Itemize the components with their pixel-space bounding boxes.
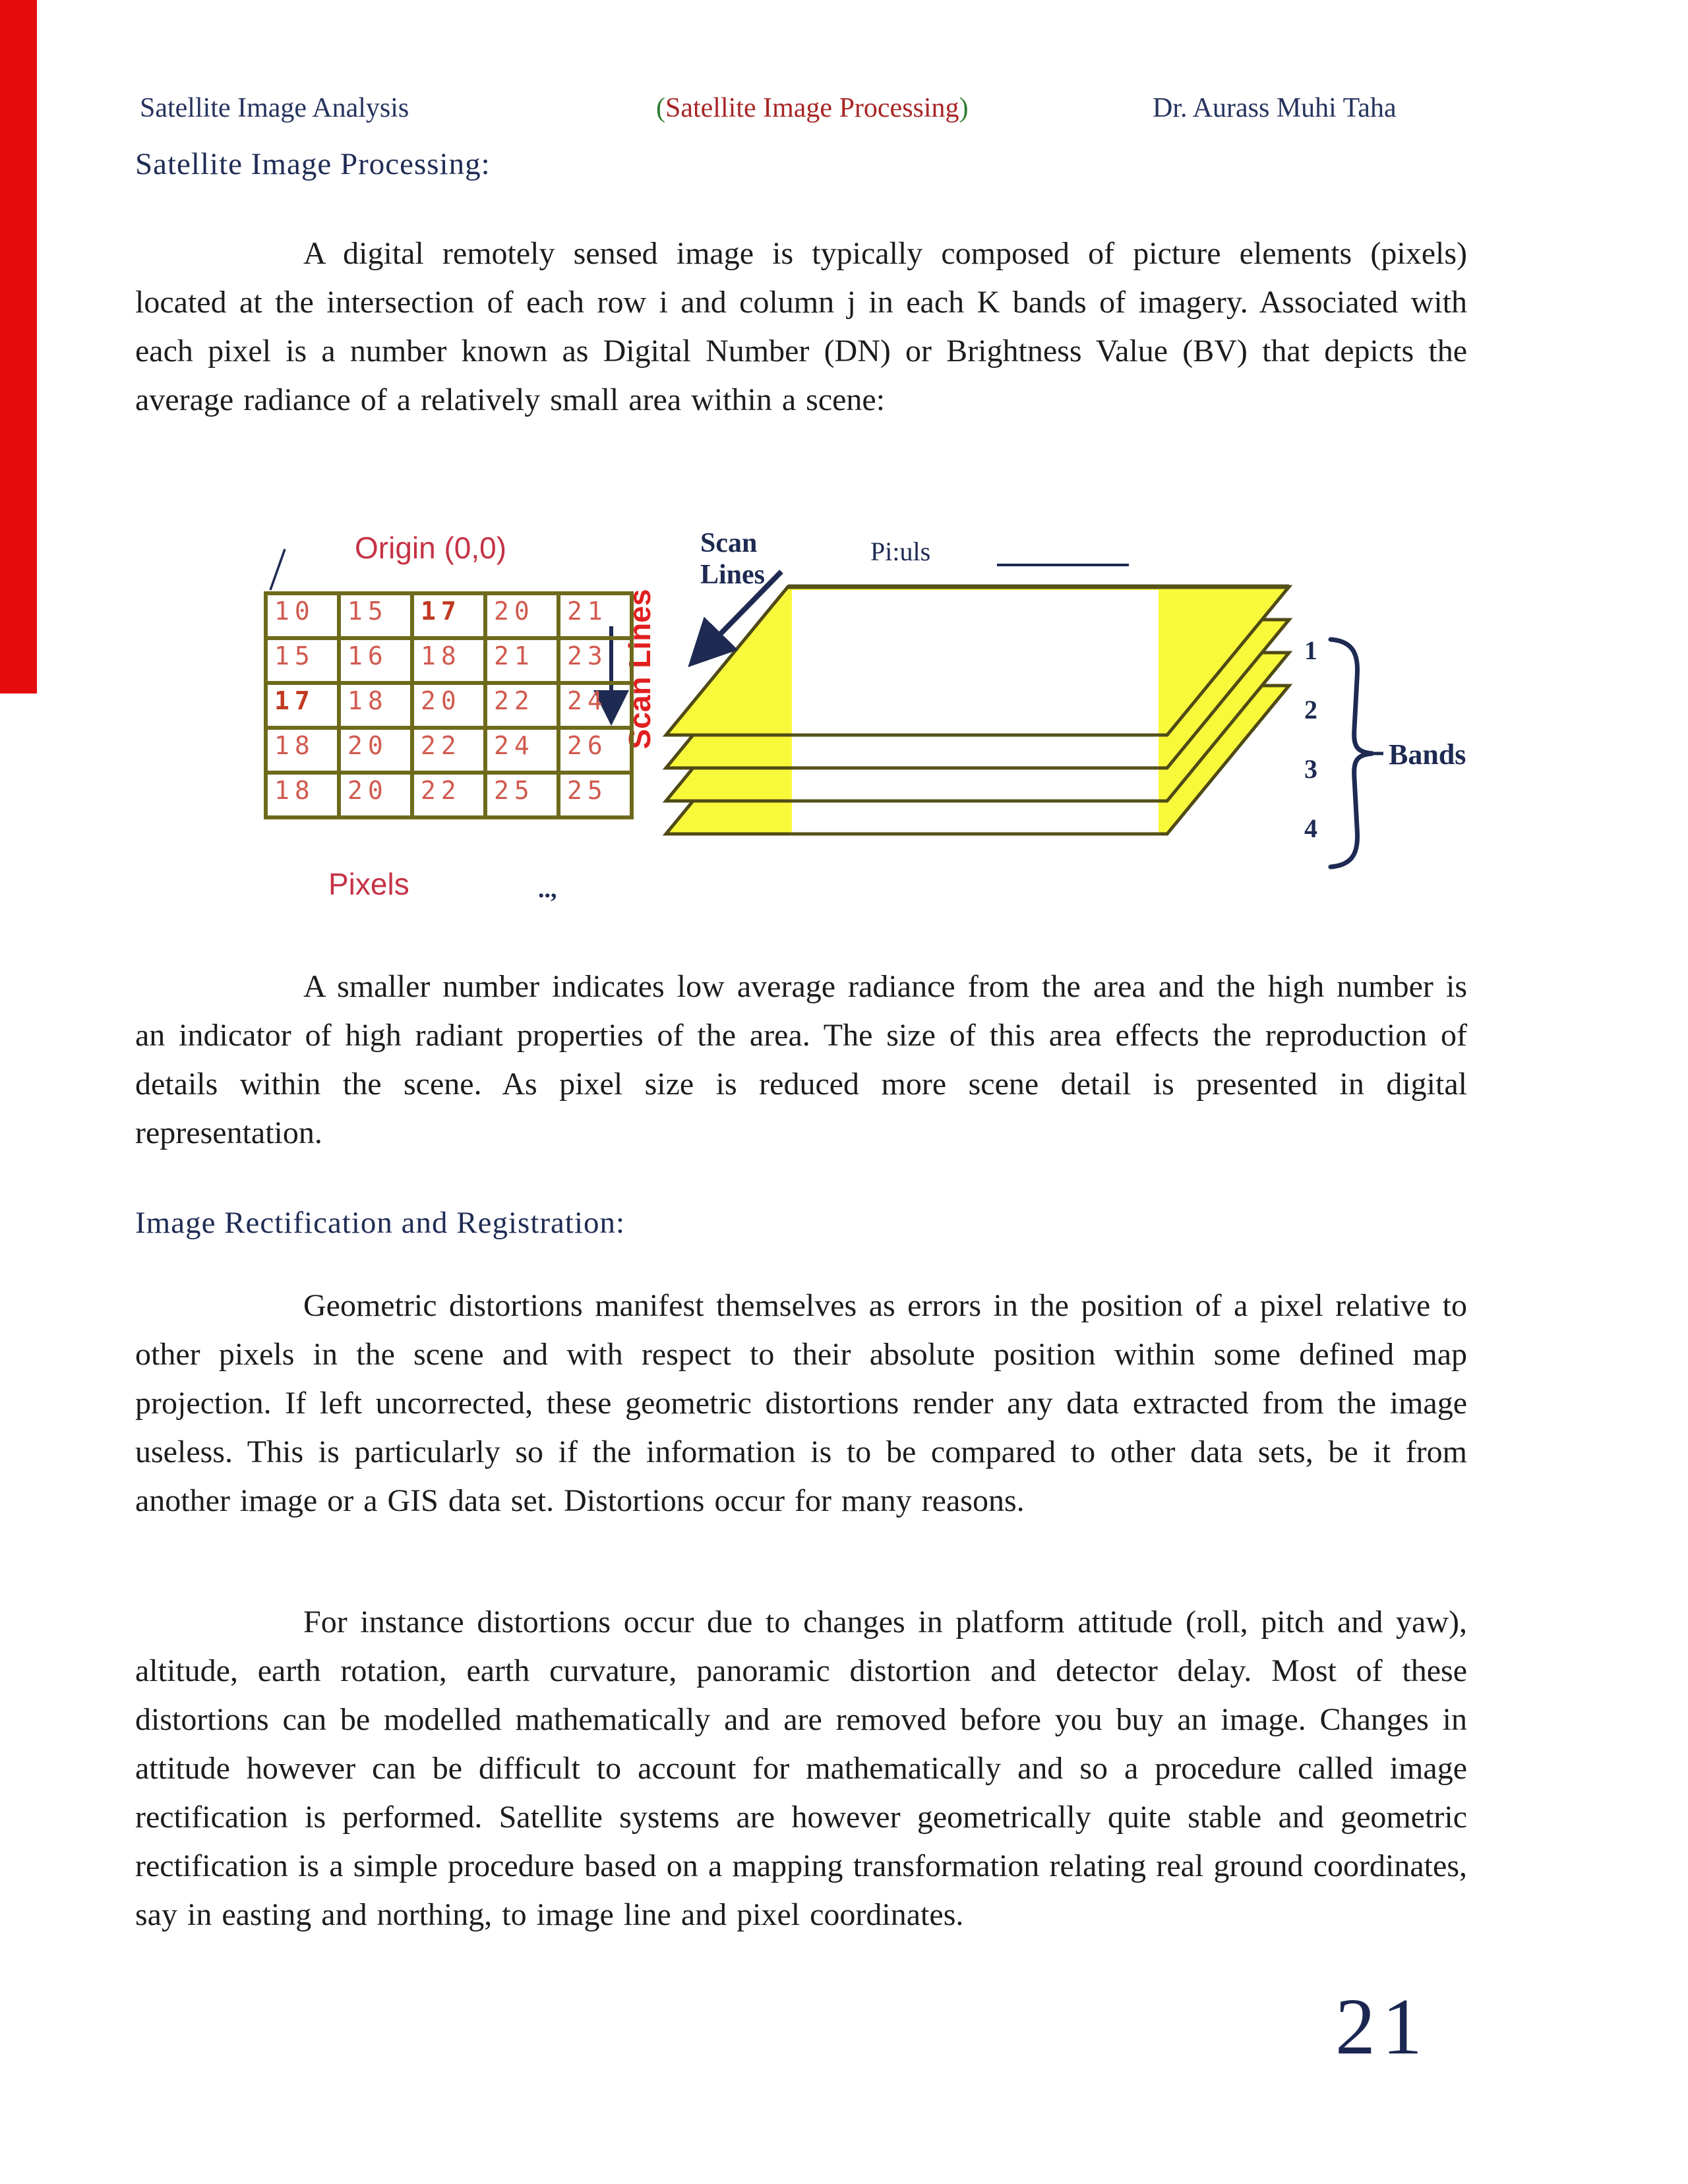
grid-cell: 21 <box>485 638 558 683</box>
bands-brace <box>1331 639 1373 867</box>
grid-cell: 24 <box>485 728 558 773</box>
header-course-title: Satellite Image Analysis <box>140 93 409 123</box>
scan-lines-vertical-label: Scan Lines <box>622 589 657 750</box>
paragraph-radiance: A smaller number indicates low average radiance from the area and the high number is an indicator of high radiant properties of the area. The size of this area effects the reproduction of details within the scene. As pixel size is reduced more scene detail is presented in digital representation. <box>135 969 1467 1150</box>
band-number-3: 3 <box>1304 754 1317 784</box>
grid-cell: 20 <box>485 593 558 638</box>
pixel-bands-figure <box>119 511 1569 933</box>
origin-pointer-line <box>270 549 285 590</box>
header-author: Dr. Aurass Muhi Taha <box>1153 93 1397 123</box>
grid-cell: 22 <box>412 728 485 773</box>
grid-cell: 21 <box>558 593 632 638</box>
paragraph-digital-image: A digital remotely sensed image is typically composed of picture elements (pixels) located at the intersection of each row i and column j in each K bands of imagery. Associated with each pixel is a number known as Digital Number (DN) or Brightness Value (BV) that depicts the average radiance of a relatively small area within a scene: <box>135 236 1467 417</box>
page-number: 21 <box>1335 1982 1429 2071</box>
grid-cell: 17 <box>412 593 485 638</box>
grid-cell: 17 <box>266 683 339 728</box>
paragraph-distortion-causes: For instance distortions occur due to changes in platform attitude (roll, pitch and yaw), altitude, earth rotation, earth curvature, panoramic distortion and detector delay. Most of these distortions can be modelled mathematically and are removed before you buy an image. Changes in attitude however can be difficult to account for mathematically and so a procedure called image rectification is performed. Satellite systems are however geometrically quite stable and geometric rectification is a simple procedure based on a mapping transformation relating real ground coordinates, say in easting and northing, to image line and pixel coordinates. <box>135 1605 1467 1932</box>
grid-cell: 15 <box>339 593 412 638</box>
grid-cell: 22 <box>412 773 485 817</box>
grid-cell: 16 <box>339 638 412 683</box>
grid-cell: 15 <box>266 638 339 683</box>
header-close-paren: ) <box>959 93 969 123</box>
grid-cell: 20 <box>339 728 412 773</box>
grid-row <box>266 728 632 773</box>
grid-cell: 24 <box>558 683 632 728</box>
grid-cell: 26 <box>558 728 632 773</box>
page-header <box>0 92 1688 132</box>
scan-lines-label-line1: Scan <box>700 528 758 558</box>
grid-cell: 22 <box>485 683 558 728</box>
grid-cell: 23 <box>558 638 632 683</box>
grid-cell: 10 <box>266 593 339 638</box>
origin-label: Origin (0,0) <box>355 531 507 565</box>
header-chapter-title <box>656 92 969 124</box>
grid-row <box>266 593 632 638</box>
pixels-top-label: Pi:uls <box>870 537 931 566</box>
bands-label: Bands <box>1389 738 1466 771</box>
header-chapter-text: Satellite Image Processing <box>665 93 959 123</box>
pixel-grid <box>264 591 634 819</box>
grid-cell: 20 <box>339 773 412 817</box>
grid-cell: 25 <box>558 773 632 817</box>
header-open-paren: ( <box>656 93 665 123</box>
grid-row <box>266 683 632 728</box>
grid-cell: 18 <box>339 683 412 728</box>
grid-cell: 18 <box>266 728 339 773</box>
band-number-2: 2 <box>1304 695 1317 724</box>
band-number-1: 1 <box>1304 635 1317 665</box>
grid-cell: 20 <box>412 683 485 728</box>
band-number-4: 4 <box>1304 813 1317 843</box>
paragraph-geometric-distortions: Geometric distortions manifest themselves as errors in the position of a pixel relative to other pixels in the scene and with respect to their absolute position within some defined map projection. If left uncorrected, these geometric distortions render any data extracted from the image useless. This is particularly so if the information is to be compared to other data sets, be it from another image or a GIS data set. Distortions occur for many reasons. <box>135 1288 1467 1518</box>
pixels-bottom-label: Pixels <box>328 867 409 901</box>
grid-cell: 18 <box>412 638 485 683</box>
dots-mark: .., <box>538 875 557 903</box>
grid-cell: 25 <box>485 773 558 817</box>
section-title-rectification: Image Rectification and Registration: <box>135 1206 626 1240</box>
section-title-satellite-image-processing: Satellite Image Processing: <box>135 147 491 181</box>
scan-lines-label-line2: Lines <box>700 560 766 590</box>
grid-row <box>266 638 632 683</box>
grid-row <box>266 773 632 817</box>
grid-cell: 18 <box>266 773 339 817</box>
